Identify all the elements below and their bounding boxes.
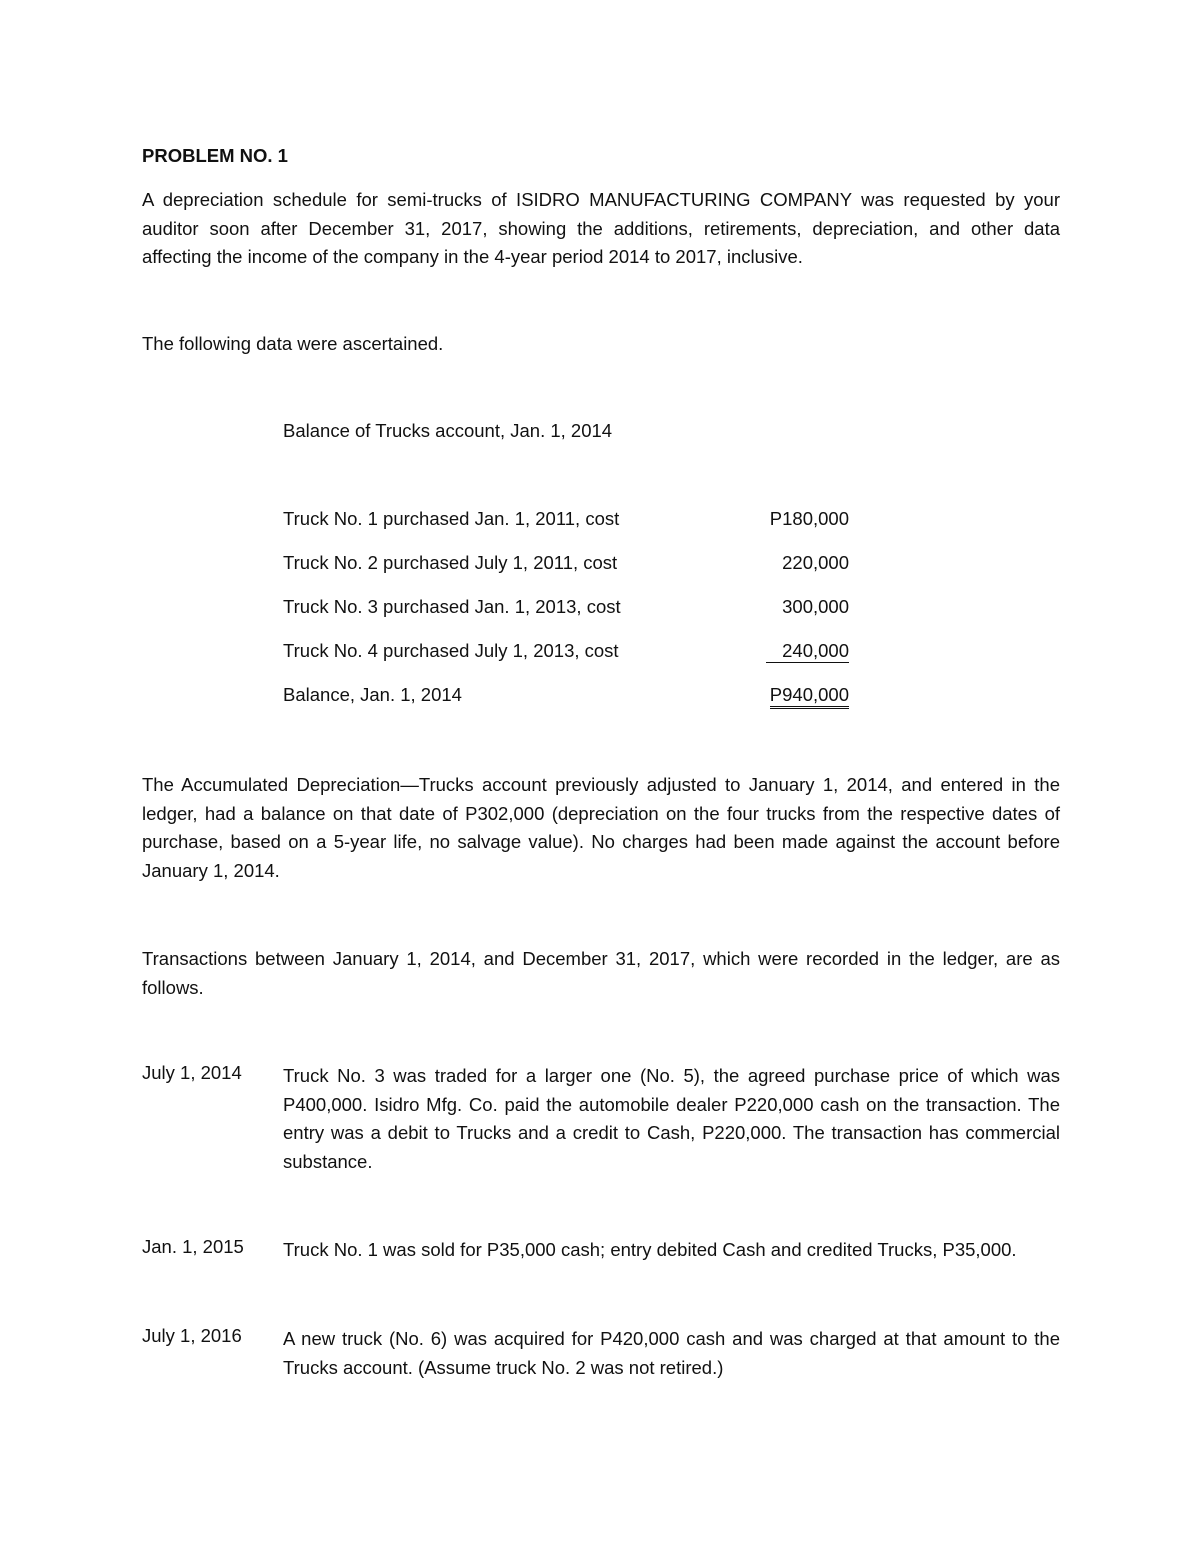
problem-title: PROBLEM NO. 1 [142, 145, 288, 166]
schedule-total-label: Balance, Jan. 1, 2014 [283, 684, 462, 705]
schedule-row-amount: 300,000 [782, 596, 849, 617]
schedule-row [283, 596, 849, 622]
schedule-row-label: Truck No. 2 purchased July 1, 2011, cost [283, 552, 618, 573]
schedule-row-amount: P180,000 [769, 508, 849, 529]
schedule-row [283, 508, 849, 534]
schedule-total-amount: P940,000 [770, 684, 849, 709]
accumulated-depreciation-paragraph: The Accumulated Depreciation—Trucks account previously adjusted to January 1, 2014, and entered in the ledger, had a balance on that date of P302,000 (depreciation on the four trucks from the respective dates of purchase, based on a 5-year life, no salvage value). No charges had been made against the account before January 1, 2014. [142, 774, 1060, 881]
transaction-text: Truck No. 3 was traded for a larger one (No. 5), the agreed purchase price of which was P400,000. Isidro Mfg. Co. paid the automobile dealer P220,000 cash on the transaction. The entry was a debit to Trucks and a credit to Cash, P220,000. The transaction has commercial substance. [283, 1065, 1060, 1172]
schedule-row-amount: 220,000 [782, 552, 849, 573]
transaction-date: Jan. 1, 2015 [142, 1236, 244, 1257]
schedule-row [283, 552, 849, 578]
transaction-text: Truck No. 1 was sold for P35,000 cash; entry debited Cash and credited Trucks, P35,000. [283, 1239, 1017, 1260]
intro-paragraph: A depreciation schedule for semi-trucks of ISIDRO MANUFACTURING COMPANY was requested by your auditor soon after December 31, 2017, showing the additions, retirements, depreciation, and other data affecting the income of the company in the 4-year period 2014 to 2017, inclusive. [142, 189, 1060, 267]
schedule-row-amount: 240,000 [766, 640, 849, 663]
schedule-row-label: Truck No. 4 purchased July 1, 2013, cost [283, 640, 619, 661]
schedule-total-row [283, 684, 849, 710]
schedule-row-label: Truck No. 3 purchased Jan. 1, 2013, cost [283, 596, 621, 617]
transaction-date: July 1, 2014 [142, 1062, 242, 1083]
schedule-row [283, 640, 849, 666]
transactions-intro: Transactions between January 1, 2014, and December 31, 2017, which were recorded in the ledger, are as follows. [142, 948, 1060, 998]
transaction-date: July 1, 2016 [142, 1325, 242, 1346]
schedule-row-label: Truck No. 1 purchased Jan. 1, 2011, cost [283, 508, 620, 529]
schedule-heading: Balance of Trucks account, Jan. 1, 2014 [283, 420, 613, 441]
transaction-text: A new truck (No. 6) was acquired for P420,000 cash and was charged at that amount to the Trucks account. (Assume truck No. 2 was not retired.) [283, 1328, 1060, 1378]
following-data-line: The following data were ascertained. [142, 333, 444, 354]
